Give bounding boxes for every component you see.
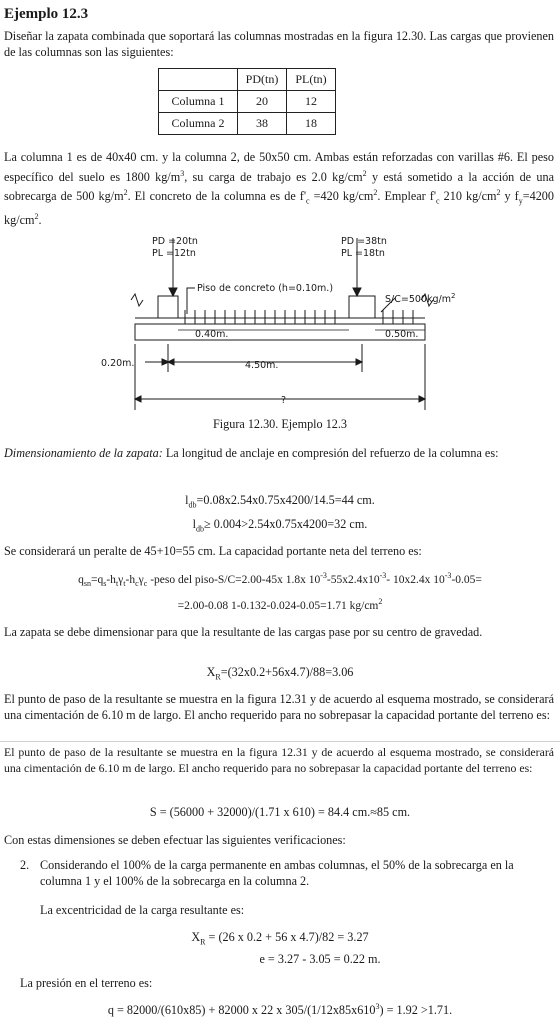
verification-intro: Con estas dimensiones se deben efectuar las siguientes verificaciones: <box>4 833 346 847</box>
table-row <box>159 91 336 113</box>
table-cell: Columna 2 <box>159 113 238 135</box>
figure-caption: Figura 12.30. Ejemplo 12.3 <box>212 417 348 431</box>
dim-450-label: 4.50m. <box>245 360 279 371</box>
table-header-cell <box>159 69 238 91</box>
pd2-label: PD =38tn <box>341 236 387 247</box>
page-title: Ejemplo 12.3 <box>4 6 89 22</box>
table-header-cell: PD(tn) <box>238 69 287 91</box>
pl2-label: PL =18tn <box>341 248 385 259</box>
table-row <box>159 113 336 135</box>
table-cell: 20 <box>238 91 287 113</box>
eq-ldb-2: $l_{db}\ge 0.004>2.54x0.75x4200=32$ cm. <box>192 517 368 534</box>
divider <box>0 741 560 742</box>
arrow-head <box>169 288 177 296</box>
sc-load-ticks <box>185 310 413 324</box>
footing-shape <box>135 324 425 340</box>
table-cell: 18 <box>287 113 336 135</box>
paso-paragraph-2: El punto de paso de la resultante se muestra en la figura 12.31 y de acuerdo al esquema mostrado, se considerará una cimentación de 6.10 m de largo. El ancho requerido para no sobrepasar la capacidad portante del terreno es: <box>4 745 554 775</box>
eq-xr: $X_R=(32x0.2+56x4.7)/88=3.06$ <box>206 665 354 682</box>
eq-qsn: $q_{sn}=q_s-h_t\gamma_t-h_c\gamma_c$ -peso del piso-S/C=2.00-45x 1.8x $10^{-3}-55x2.4x10^{-3}-$ 10x2.4x $10^{-3}-0.05=$ <box>78 571 482 589</box>
column-2-shape <box>349 296 375 318</box>
dim-040-label: 0.40m. <box>195 329 229 340</box>
table-header-cell: PL(tn) <box>287 69 336 91</box>
pl1-label: PL =12tn <box>152 248 196 259</box>
arrow-head <box>356 359 362 365</box>
column-1-shape <box>158 296 178 318</box>
pd1-label: PD =20tn <box>152 236 198 247</box>
eq-ldb-1: $l_{db}=0.08x2.54x0.75x4200/14.5=44$ cm. <box>185 493 375 510</box>
resultant-paragraph: La zapata se debe dimensionar para que la resultante de las cargas pase por su centro de gravedad. <box>4 625 483 639</box>
floor-leader <box>187 288 195 314</box>
table-cell: 38 <box>238 113 287 135</box>
item-text: Considerando el 100% de la carga permanente en ambas columnas, el 50% de la sobrecarga en la columna 1 y el 100% de la sobrecarga en la columna 2. <box>40 858 514 888</box>
item-number: 2. <box>20 858 30 872</box>
dim-total-label: ? <box>281 395 287 406</box>
dim-050-label: 0.50m. <box>385 329 419 340</box>
dim-020-label: 0.20m. <box>101 358 135 369</box>
arrow-head <box>168 359 174 365</box>
eccentricity-text: La excentricidad de la carga resultante es: <box>40 903 245 917</box>
eq-q: q = 82000/(610x85) + 82000 x 22 x $305/(1/12x85x610^3) = 1.92 >1.71$. <box>107 1002 453 1018</box>
column-description-paragraph: La columna 1 es de 40x40 cm. y la columna 2, de 50x50 cm. Ambas están reforzadas con varillas #6. El peso específico del suelo es 1800 $kg/m^3$, su carga de trabajo es 2.0 $kg/cm^2$ y está sometido a la acción de una sobrecarga de 500 $kg/m^2$. El concreto de la columna es de $f'_c =420$ $kg/cm^2$. Emplear $f'_c$ 210 $kg/cm^2$ y $f_y=4200$ $kg/cm^2$. <box>4 150 554 228</box>
pressure-text: La presión en el terreno es: <box>20 976 153 990</box>
loads-table <box>158 68 336 135</box>
paso-paragraph-1: El punto de paso de la resultante se muestra en la figura 12.31 y de acuerdo al esquema mostrado, se considerará una cimentación de 6.10 m de largo. El ancho requerido para no sobrepasar la capacidad portante del terreno es: <box>4 692 554 722</box>
footing-diagram <box>95 232 475 414</box>
eq-s: S = (56000 + 32000)/(1.71 x 610) = 84.4 cm.≈85 cm. <box>149 805 411 819</box>
sc-label: $S/C=500kg/m^2$ <box>385 292 456 305</box>
table-cell: Columna 1 <box>159 91 238 113</box>
table-cell: 12 <box>287 91 336 113</box>
eq-xr2: $X_R = (26$ x 0.2 + 56 x 4.7)/82 = 3.27 <box>191 930 369 947</box>
arrow-head <box>353 288 361 296</box>
arrow-head <box>419 396 425 402</box>
intro-paragraph: Diseñar la zapata combinada que soportará las columnas mostradas en la figura 12.30. Las cargas que provienen de las columnas son las siguientes: <box>4 29 554 59</box>
floor-label: Piso de concreto (h=0.10m.) <box>197 283 334 294</box>
table-header-row <box>159 69 336 91</box>
peralte-paragraph: Se considerará un peralte de 45+10=55 cm. La capacidad portante neta del terreno es: <box>4 544 422 558</box>
arrow-head <box>135 396 141 402</box>
break-mark <box>131 294 143 306</box>
eq-qsn-line2: =2.00-0.08 1-0.132-0.024-0.05=1.71 $kg/cm^2$ <box>177 597 383 612</box>
dimension-paragraph: Dimensionamiento de la zapata: La longitud de anclaje en compresión del refuerzo de la columna es: <box>4 446 499 460</box>
eq-e: e = 3.27 - 3.05 = 0.22 m. <box>259 952 381 966</box>
